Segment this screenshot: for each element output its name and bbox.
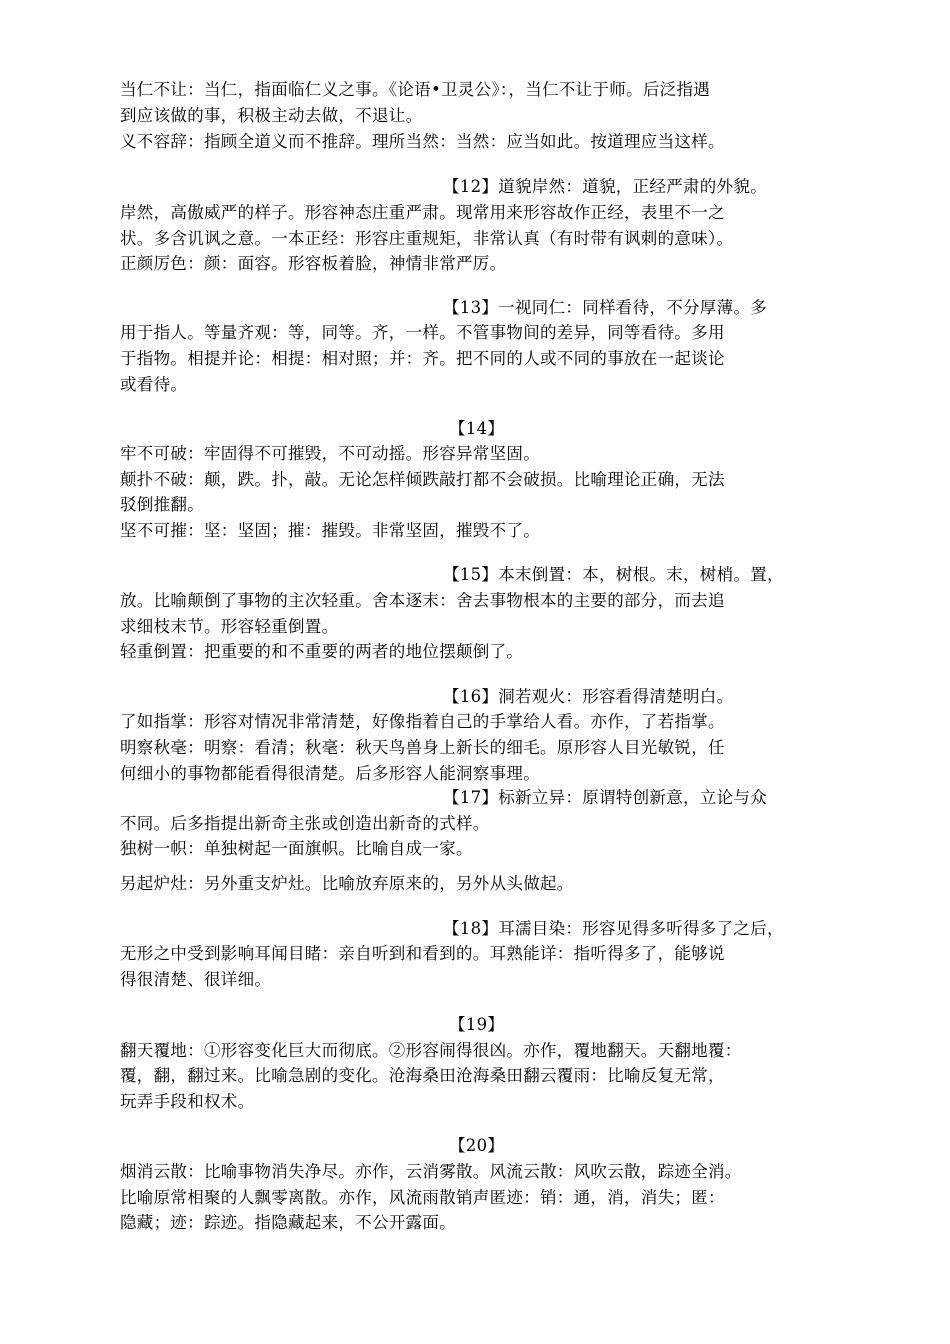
text-line: 明察秋毫：明察：看清；秋毫：秋天鸟兽身上新长的细毛。原形容人目光敏锐，任 bbox=[120, 738, 725, 757]
text-line: 求细枝末节。形容轻重倒置。 bbox=[120, 617, 339, 636]
text-line: 翻天覆地：①形容变化巨大而彻底。②形容闹得很凶。亦作，覆地翻天。天翻地覆： bbox=[120, 1041, 742, 1060]
entry-heading-17: 【17】标新立异：原谓特创新意，立论与众 bbox=[443, 788, 767, 807]
text-line: 何细小的事物都能看得很清楚。后多形容人能洞察事理。 bbox=[120, 764, 540, 783]
entry-heading-15: 【15】本末倒置：本，树根。末，树梢。置， bbox=[443, 565, 784, 584]
entry-heading-18: 【18】耳濡目染：形容见得多听得多了之后， bbox=[443, 919, 784, 938]
text-line: 颠扑不破：颠，跌。扑，敲。无论怎样倾跌敲打都不会破损。比喻理论正确，无法 bbox=[120, 470, 725, 489]
text-line: 玩弄手段和权术。 bbox=[120, 1092, 255, 1111]
text-line: 坚不可摧：坚：坚固；摧：摧毁。非常坚固，摧毁不了。 bbox=[120, 521, 540, 540]
text-line: 义不容辞：指顾全道义而不推辞。理所当然：当然：应当如此。按道理应当这样。 bbox=[120, 132, 725, 151]
text-line: 于指物。相提并论：相提：相对照；并：齐。把不同的人或不同的事放在一起谈论 bbox=[120, 349, 725, 368]
text-line: 烟消云散：比喻事物消失净尽。亦作，云消雾散。风流云散：风吹云散，踪迹全消。 bbox=[120, 1162, 742, 1181]
text-line: 当仁不让：当仁，指面临仁义之事。《论语•卫灵公》：，当仁不让于师。后泛指遇 bbox=[120, 80, 711, 99]
text-line: 正颜厉色：颜：面容。形容板着脸，神情非常严厉。 bbox=[120, 254, 507, 273]
text-line: 驳倒推翻。 bbox=[120, 495, 204, 514]
entry-heading-19: 【19】 bbox=[449, 1015, 505, 1034]
text-line: 得很清楚、很详细。 bbox=[120, 970, 272, 989]
text-line: 放。比喻颠倒了事物的主次轻重。舍本逐末：舍去事物根本的主要的部分，而去追 bbox=[120, 591, 725, 610]
entry-heading-16: 【16】洞若观火：形容看得清楚明白。 bbox=[443, 687, 734, 706]
text-line: 隐藏；迹：踪迹。指隐藏起来，不公开露面。 bbox=[120, 1213, 456, 1232]
text-line: 到应该做的事，积极主动去做，不退让。 bbox=[120, 106, 423, 125]
entry-heading-20: 【20】 bbox=[449, 1136, 505, 1155]
text-line: 岸然，高傲威严的样子。形容神态庄重严肃。现常用来形容故作正经，表里不一之 bbox=[120, 203, 725, 222]
text-line: 比喻原常相聚的人飘零离散。亦作，风流雨散销声匿迹：销：通，消，消失；匿： bbox=[120, 1188, 725, 1207]
entry-heading-13: 【13】一视同仁：同样看待，不分厚薄。多 bbox=[443, 298, 767, 317]
text-line: 独树一帜：单独树起一面旗帜。比喻自成一家。 bbox=[120, 839, 473, 858]
text-line: 轻重倒置：把重要的和不重要的两者的地位摆颠倒了。 bbox=[120, 642, 524, 661]
text-line: 另起炉灶：另外重支炉灶。比喻放弃原来的，另外从头做起。 bbox=[120, 874, 574, 893]
text-line: 牢不可破：牢固得不可摧毁，不可动摇。形容异常坚固。 bbox=[120, 444, 540, 463]
text-line: 用于指人。等量齐观：等，同等。齐，一样。不管事物间的差异，同等看待。多用 bbox=[120, 323, 725, 342]
text-line: 无形之中受到影响耳闻目睹：亲自听到和看到的。耳熟能详：指听得多了，能够说 bbox=[120, 944, 725, 963]
text-line: 了如指掌：形容对情况非常清楚，好像指着自己的手掌给人看。亦作，了若指掌。 bbox=[120, 712, 725, 731]
entry-heading-12: 【12】道貌岸然：道貌，正经严肃的外貌。 bbox=[443, 177, 767, 196]
text-line: 覆，翻，翻过来。比喻急剧的变化。沧海桑田沧海桑田翻云覆雨：比喻反复无常， bbox=[120, 1066, 725, 1085]
text-line: 或看待。 bbox=[120, 375, 188, 394]
text-line: 不同。后多指提出新奇主张或创造出新奇的式样。 bbox=[120, 814, 490, 833]
entry-heading-14: 【14】 bbox=[449, 419, 505, 438]
text-line: 状。多含讥讽之意。一本正经：形容庄重规矩，非常认真（有时带有讽刺的意味）。 bbox=[120, 229, 734, 248]
